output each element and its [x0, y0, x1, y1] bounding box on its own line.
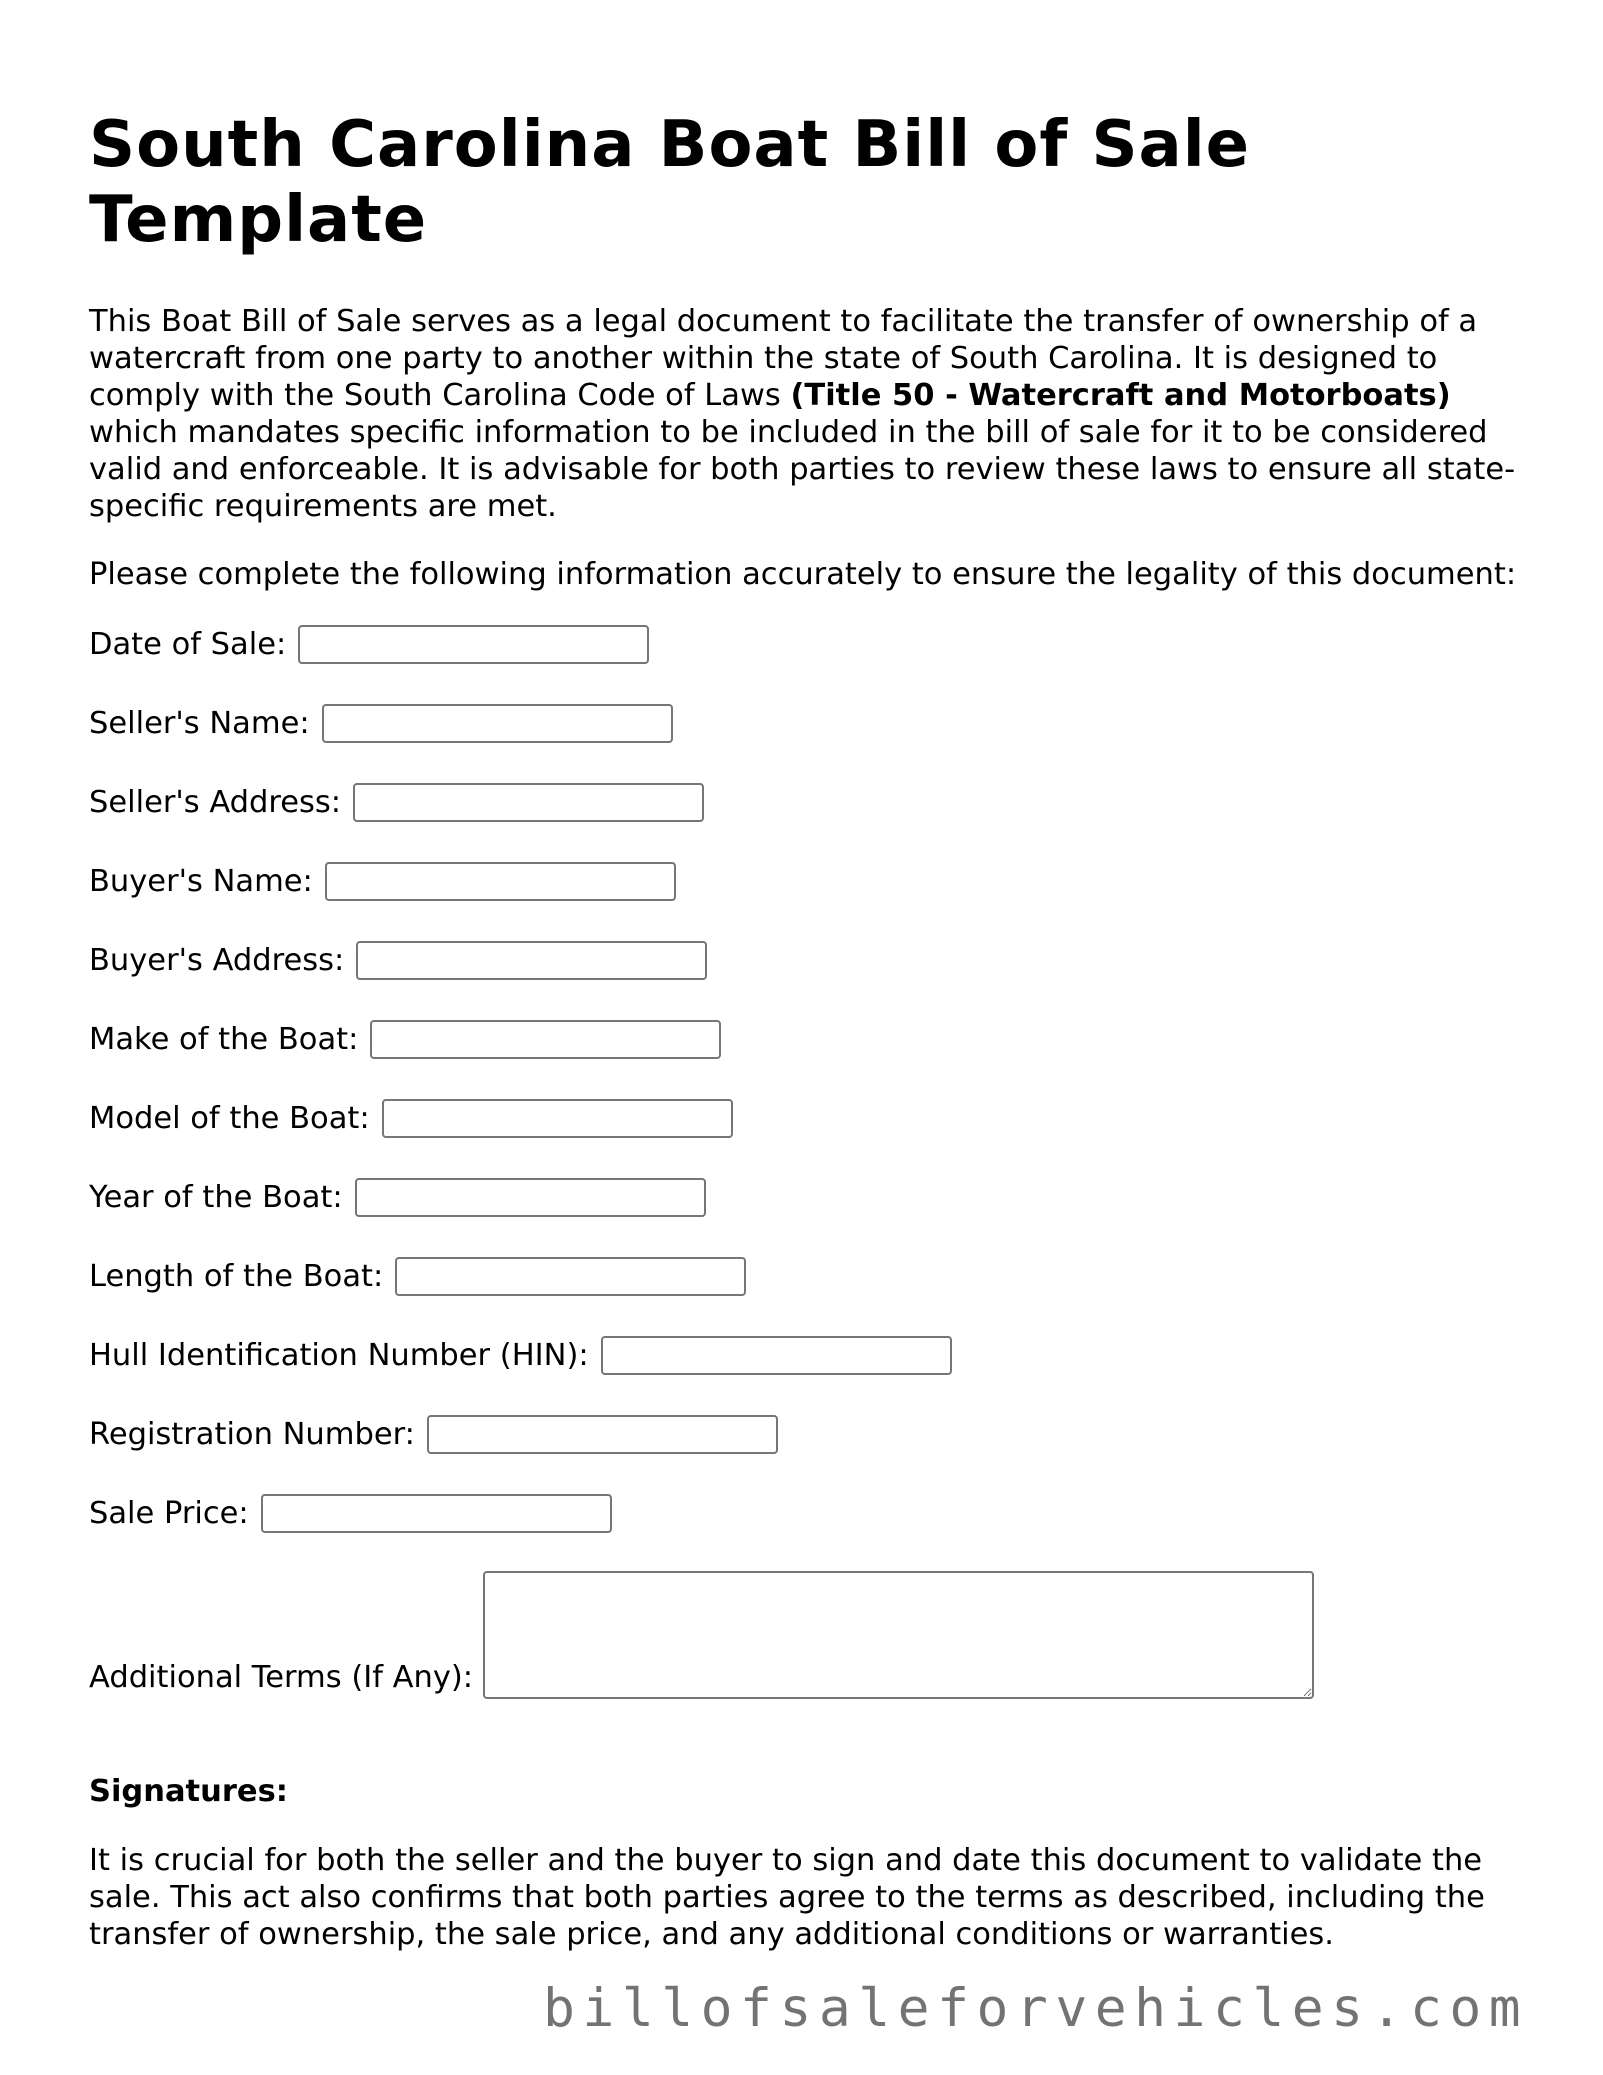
boat-length-label: Length of the Boat:: [89, 1258, 384, 1294]
buyer-address-label: Buyer's Address:: [89, 942, 345, 978]
hin-label: Hull Identification Number (HIN):: [89, 1337, 589, 1373]
date-of-sale-label: Date of Sale:: [89, 626, 287, 662]
seller-name-row: [89, 703, 1529, 743]
boat-year-input[interactable]: [355, 1178, 706, 1217]
seller-address-label: Seller's Address:: [89, 784, 342, 820]
hin-input[interactable]: [601, 1336, 952, 1375]
sale-form: [89, 624, 1529, 1699]
additional-terms-label: Additional Terms (If Any):: [89, 1660, 474, 1695]
signatures-heading: Signatures:: [89, 1774, 288, 1809]
intro-law-reference: (Title 50 - Watercraft and Motorboats): [790, 378, 1451, 413]
boat-model-label: Model of the Boat:: [89, 1100, 370, 1136]
intro-text-start: This Boat Bill of Sale serves as a legal document to facilitate the transfer of ownership of a watercraft from one party to another within the state of South Carolina. It is designed to comply with the South Carolina Code of Laws: [89, 304, 1478, 413]
buyer-name-input[interactable]: [325, 862, 676, 901]
sale-price-label: Sale Price:: [89, 1495, 249, 1531]
boat-make-input[interactable]: [370, 1020, 721, 1059]
signatures-paragraph: It is crucial for both the seller and the buyer to sign and date this document to validate the sale. This act also confirms that both parties agree to the terms as described, including the transfer of ownership, the sale price, and any additional conditions or warranties.: [89, 1843, 1485, 1952]
seller-address-input[interactable]: [353, 783, 704, 822]
buyer-address-input[interactable]: [356, 941, 707, 980]
boat-make-label: Make of the Boat:: [89, 1021, 359, 1057]
boat-make-row: [89, 1019, 1529, 1059]
document-page: [89, 108, 1529, 1953]
seller-name-label: Seller's Name:: [89, 705, 310, 741]
additional-terms-row: [89, 1571, 1529, 1699]
boat-model-row: [89, 1098, 1529, 1138]
site-watermark: billofsaleforvehicles.com: [543, 1978, 1529, 2039]
registration-number-label: Registration Number:: [89, 1416, 415, 1452]
additional-terms-textarea[interactable]: [483, 1571, 1314, 1699]
registration-number-input[interactable]: [427, 1415, 778, 1454]
boat-length-row: [89, 1256, 1529, 1296]
registration-number-row: [89, 1414, 1529, 1454]
seller-address-row: [89, 782, 1529, 822]
boat-year-row: [89, 1177, 1529, 1217]
instructions-paragraph: Please complete the following information accurately to ensure the legality of this document:: [89, 557, 1517, 592]
seller-name-input[interactable]: [322, 704, 673, 743]
date-of-sale-input[interactable]: [298, 625, 649, 664]
date-of-sale-row: [89, 624, 1529, 664]
buyer-name-label: Buyer's Name:: [89, 863, 313, 899]
boat-year-label: Year of the Boat:: [89, 1179, 343, 1215]
intro-paragraph: [89, 303, 1529, 525]
hin-row: [89, 1335, 1529, 1375]
buyer-address-row: [89, 940, 1529, 980]
boat-length-input[interactable]: [395, 1257, 746, 1296]
intro-text-end: which mandates specific information to be included in the bill of sale for it to be considered valid and enforceable. It is advisable for both parties to review these laws to ensure all state-specific requirements are met.: [89, 415, 1516, 524]
boat-model-input[interactable]: [382, 1099, 733, 1138]
buyer-name-row: [89, 861, 1529, 901]
page-title: South Carolina Boat Bill of Sale Template: [89, 108, 1251, 257]
sale-price-row: [89, 1493, 1529, 1533]
sale-price-input[interactable]: [261, 1494, 612, 1533]
